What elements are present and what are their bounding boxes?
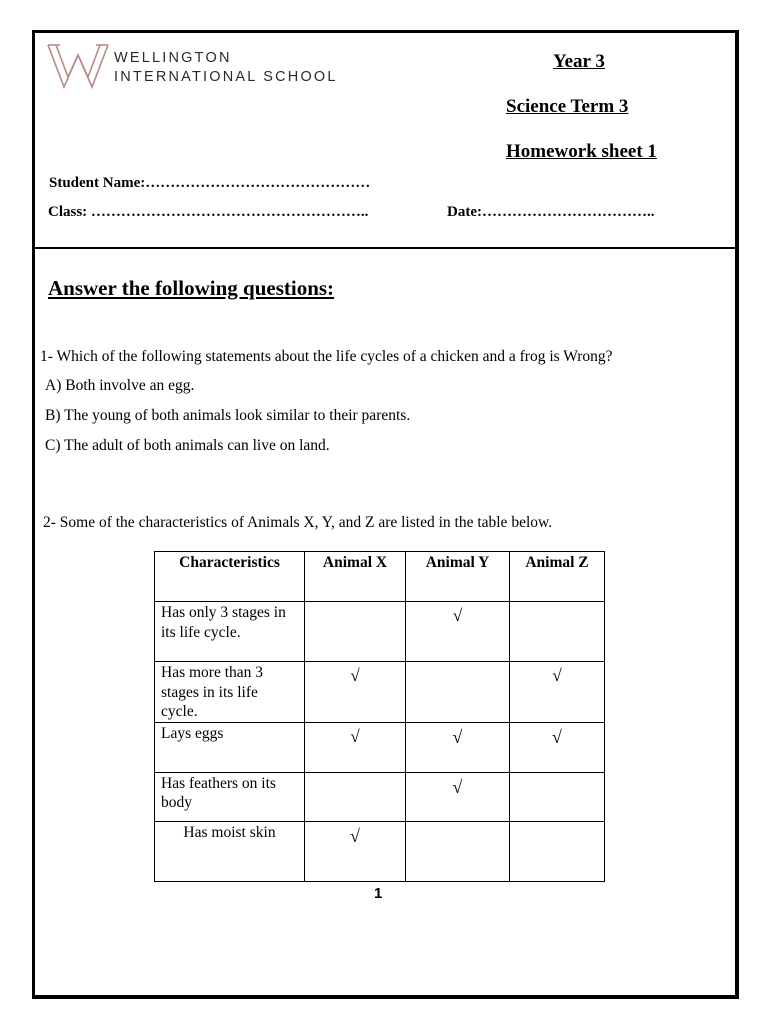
instructions-heading: Answer the following questions:	[48, 276, 335, 300]
question-1-option-a: A) Both involve an egg.	[45, 377, 195, 394]
cell-animal-y	[406, 821, 510, 881]
cell-animal-z	[510, 602, 605, 662]
table-row	[155, 662, 605, 723]
question-1-option-b: B) The young of both animals look similar to their parents.	[45, 407, 411, 424]
header-animal-z: Animal Z	[510, 552, 605, 602]
row-label: Has more than 3 stages in its life cycle.	[155, 662, 305, 723]
cell-animal-x: √	[305, 821, 406, 881]
homework-sheet-heading: Homework sheet 1	[506, 141, 657, 162]
table-row	[155, 602, 605, 662]
date-field: Date:……………………………..	[447, 204, 655, 220]
cell-animal-x	[305, 602, 406, 662]
term-heading: Science Term 3	[506, 96, 629, 117]
row-label: Lays eggs	[155, 722, 305, 772]
class-field: Class: ………………………………………………..	[48, 204, 369, 220]
student-name-field: Student Name:………………………………………	[49, 175, 371, 191]
cell-animal-y: √	[406, 772, 510, 821]
cell-animal-z	[510, 772, 605, 821]
table-row	[155, 772, 605, 821]
cell-animal-z	[510, 821, 605, 881]
school-name	[114, 49, 338, 87]
row-label: Has feathers on its body	[155, 772, 305, 821]
cell-animal-x: √	[305, 722, 406, 772]
year-heading: Year 3	[553, 51, 605, 72]
school-logo-icon	[46, 41, 110, 89]
cell-animal-y: √	[406, 722, 510, 772]
characteristics-table	[154, 551, 605, 882]
table-row	[155, 722, 605, 772]
cell-animal-x: √	[305, 662, 406, 723]
header-characteristics: Characteristics	[155, 552, 305, 602]
table-header-row	[155, 552, 605, 602]
cell-animal-y: √	[406, 602, 510, 662]
cell-animal-z: √	[510, 722, 605, 772]
school-name-line2: INTERNATIONAL SCHOOL	[114, 69, 338, 85]
question-2: 2- Some of the characteristics of Animals X, Y, and Z are listed in the table below.	[43, 514, 553, 531]
cell-animal-y	[406, 662, 510, 723]
row-label: Has moist skin	[155, 821, 305, 881]
header-divider	[35, 247, 735, 249]
table-row	[155, 821, 605, 881]
cell-animal-x	[305, 772, 406, 821]
page-number: 1	[374, 885, 383, 902]
cell-animal-z: √	[510, 662, 605, 723]
question-1-option-c: C) The adult of both animals can live on land.	[45, 437, 330, 454]
header-animal-x: Animal X	[305, 552, 406, 602]
row-label: Has only 3 stages in its life cycle.	[155, 602, 305, 662]
header-animal-y: Animal Y	[406, 552, 510, 602]
school-name-line1: WELLINGTON	[114, 50, 232, 66]
question-1: 1- Which of the following statements about the life cycles of a chicken and a frog is Wrong?	[40, 348, 613, 365]
